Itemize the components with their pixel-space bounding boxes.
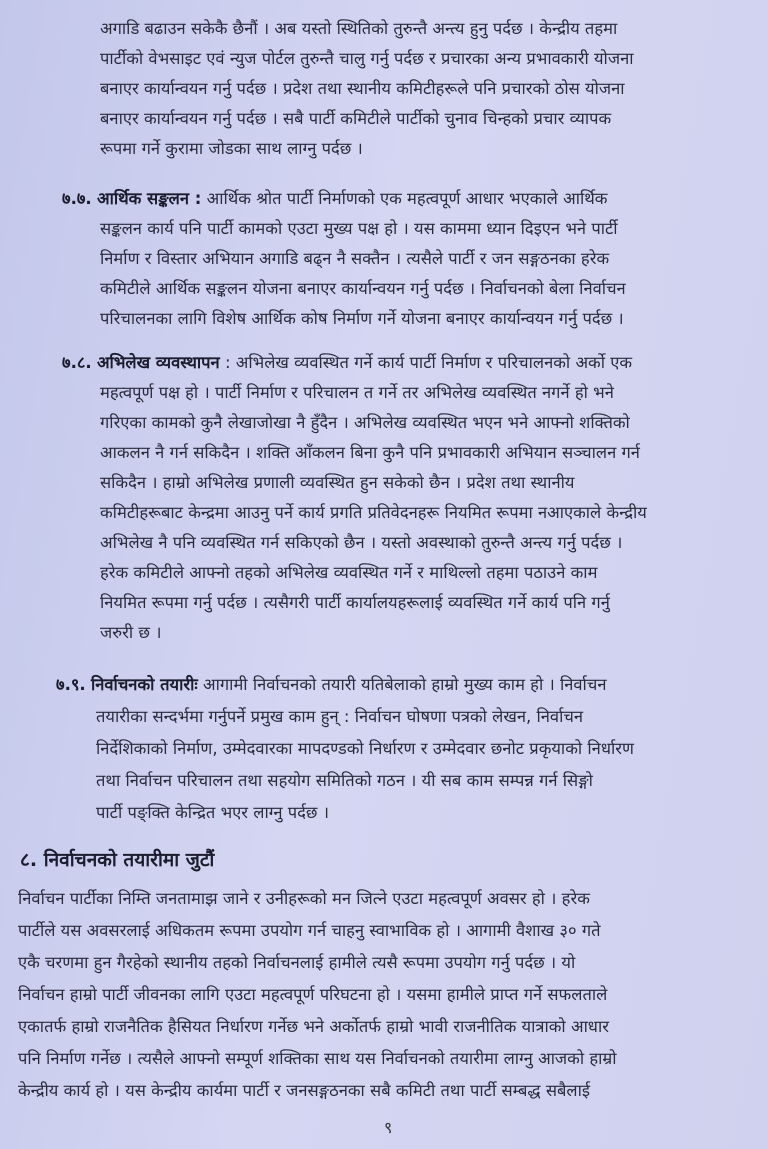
page-number: ९ [384,1118,393,1137]
section-7-8-first-text: : अभिलेख व्यवस्थित गर्ने कार्य पार्टी निर्माण र परिचालनको अर्को एक [224,353,633,372]
section-7-8-line-7: अभिलेख नै पनि व्यवस्थित गर्न सकिएको छैन । यस्तो अवस्थाको तुरुन्तै अन्त्य गर्नु पर्दछ । [100,533,623,552]
section-7-7-number: ७.७. [62,189,92,208]
section-7-8-heading-line [62,352,632,374]
section-7-8-line-10: जरुरी छ । [100,623,162,642]
section-7-7-heading-line [62,188,607,210]
section-8-line-2: पार्टीले यस अवसरलाई अधिकतम रूपमा उपयोग गर्न चाहनु स्वाभाविक हो । आगामी वैशाख ३० गते [18,921,601,940]
section-7-8-line-5: सकिदैन । हाम्रो अभिलेख प्रणाली व्यवस्थित हुन सकेको छैन । प्रदेश तथा स्थानीय [100,473,575,492]
section-7-7-line-3: निर्माण र विस्तार अभियान अगाडि बढ्न नै सक्तैन । त्यसैले पार्टी र जन सङ्गठनका हरेक [100,249,610,268]
section-7-9-line-5: पार्टी पङ्क्ति केन्द्रित भएर लाग्नु पर्दछ । [96,803,330,822]
section-8-line-6: पनि निर्माण गर्नेछ । त्यसैले आफ्नो सम्पूर्ण शक्तिका साथ यस निर्वाचनको तयारीमा लाग्नु आजको हाम्रो [18,1049,617,1068]
section-7-7-title: आर्थिक सङ्कलन : [96,189,202,208]
section-7-8-line-2: महत्वपूर्ण पक्ष हो । पार्टी निर्माण र परिचालन त गर्ने तर अभिलेख व्यवस्थित नगर्ने हो भने [100,383,614,402]
section-8-line-3: एकै चरणमा हुन गैरहेको स्थानीय तहको निर्वाचनलाई हामीले त्यसै रूपमा उपयोग गर्नु पर्दछ । यो [18,953,576,972]
section-7-9-first-text: आगामी निर्वाचनको तयारी यतिबेलाको हाम्रो मुख्य काम हो । निर्वाचन [203,675,607,694]
section-7-9-title: निर्वाचनको तयारीः [90,675,198,694]
section-7-8-line-3: गरिएका कामको कुनै लेखाजोखा नै हुँदैन । अभिलेख व्यवस्थित भएन भने आफ्नो शक्तिको [100,413,630,432]
intro-line-3: बनाएर कार्यान्वयन गर्नु पर्दछ । प्रदेश तथा स्थानीय कमिटीहरूले पनि प्रचारको ठोस योजना [100,79,625,98]
section-7-9-heading-line [56,674,606,696]
section-8-line-1: निर्वाचन पार्टीका निम्ति जनतामाझ जाने र उनीहरूको मन जित्ने एउटा महत्वपूर्ण अवसर हो । हरेक [18,889,590,908]
section-7-8-title: अभिलेख व्यवस्थापन [96,353,220,372]
section-7-8-number: ७.८. [62,353,92,372]
intro-line-1: अगाडि बढाउन सकेकै छैनौं । अब यस्तो स्थितिको तुरुन्तै अन्त्य हुनु पर्दछ । केन्द्रीय तहमा [100,19,618,38]
section-8-line-5: एकातर्फ हाम्रो राजनैतिक हैसियत निर्धारण गर्नेछ भने अर्कोतर्फ हाम्रो भावी राजनीतिक यात्राको आधार [18,1017,609,1036]
section-8-line-4: निर्वाचन हाम्रो पार्टी जीवनका लागि एउटा महत्वपूर्ण परिघटना हो । यसमा हामीले प्राप्त गर्ने सफलताले [18,985,608,1004]
section-7-7-line-4: कमिटीले आर्थिक सङ्कलन योजना बनाएर कार्यान्वयन गर्नु पर्दछ । निर्वाचनको बेला निर्वाचन [100,279,626,298]
section-7-8-line-8: हरेक कमिटीले आफ्नो तहको अभिलेख व्यवस्थित गर्ने र माथिल्लो तहमा पठाउने काम [100,563,598,582]
section-7-8-line-4: आकलन नै गर्न सकिदैन । शक्ति आँकलन बिना कुनै पनि प्रभावकारी अभियान सञ्चालन गर्न [100,443,640,462]
section-7-7-first-text: आर्थिक श्रोत पार्टी निर्माणको एक महत्वपूर्ण आधार भएकाले आर्थिक [206,189,608,208]
section-7-7-line-2: सङ्कलन कार्य पनि पार्टी कामको एउटा मुख्य पक्ष हो । यस काममा ध्यान दिइएन भने पार्टी [100,219,618,238]
intro-line-4: बनाएर कार्यान्वयन गर्नु पर्दछ । सबै पार्टी कमिटीले पार्टीको चुनाव चिन्हको प्रचार व्यापक [100,109,612,128]
intro-line-5: रूपमा गर्ने कुरामा जोडका साथ लाग्नु पर्दछ । [100,139,363,158]
section-7-9-number: ७.९. [56,675,86,694]
section-7-9-line-4: तथा निर्वाचन परिचालन तथा सहयोग समितिको गठन । यी सब काम सम्पन्न गर्न सिङ्गो [96,771,593,790]
section-7-8-line-9: नियमित रूपमा गर्नु पर्दछ । त्यसैगरी पार्टी कार्यालयहरूलाई व्यवस्थित गर्ने कार्य पनि गर्नु [100,593,610,612]
section-7-9-line-2: तयारीका सन्दर्भमा गर्नुपर्ने प्रमुख काम हुन् : निर्वाचन घोषणा पत्रको लेखन, निर्वाचन [96,707,583,726]
intro-line-2: पार्टीको वेभसाइट एवं न्युज पोर्टल तुरुन्तै चालु गर्नु पर्दछ र प्रचारका अन्य प्रभावकारी योजना [100,49,634,68]
section-8-title: ८. निर्वाचनको तयारीमा जुटौं [20,849,215,871]
section-8-line-7: केन्द्रीय कार्य हो । यस केन्द्रीय कार्यमा पार्टी र जनसङ्गठनका सबै कमिटी तथा पार्टी सम्बद्ध सबैलाई [18,1081,590,1100]
section-7-8-line-6: कमिटीहरूबाट केन्द्रमा आउनु पर्ने कार्य प्रगति प्रतिवेदनहरू नियमित रूपमा नआएकाले केन्द्रीय [100,503,647,522]
section-7-9-line-3: निर्देशिकाको निर्माण, उम्मेदवारका मापदण्डको निर्धारण र उम्मेदवार छनोट प्रकृयाको निर्धारण [96,739,634,758]
section-7-7-line-5: परिचालनका लागि विशेष आर्थिक कोष निर्माण गर्ने योजना बनाएर कार्यान्वयन गर्नु पर्दछ । [100,309,624,328]
